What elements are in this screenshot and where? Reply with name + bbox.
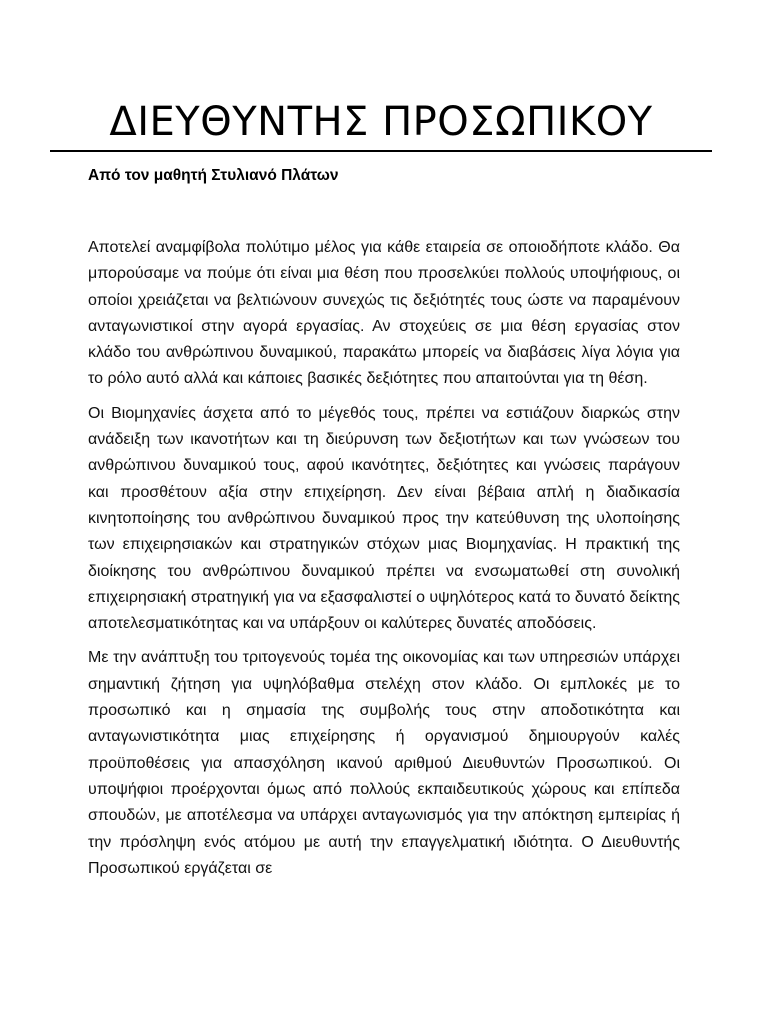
paragraph: Οι Βιομηχανίες άσχετα από το μέγεθός τους, πρέπει να εστιάζουν διαρκώς στην ανάδειξη των ικανοτήτων και τη διεύρυνση των δεξιοτήτων και των γνώσεων του ανθρώπινου δυναμικού τους, αφού ικανότητες, δεξιότητες και γνώσεις παράγουν και προσθέτουν αξία στην επιχείρηση. Δεν είναι βέβαια απλή η διαδικασία κινητοποίησης του ανθρώπινου δυναμικού προς την κατεύθυνση της υλοποίησης των επιχειρησιακών και στρατηγικών στόχων μιας Βιομηχανίας. Η πρακτική της διοίκησης του ανθρώπινου δυναμικού πρέπει να ενσωματωθεί στη συνολική επιχειρησιακή στρατηγική για να εξασφαλιστεί ο υψηλότερος κατά το δυνατό δείκτης αποτελεσματικότητας και να υπάρξουν οι καλύτερες δυνατές αποδόσεις. bbox=[88, 404, 680, 633]
author-byline: Από τον μαθητή Στυλιανό Πλάτων bbox=[88, 167, 339, 184]
document-title: ΔΙΕΥΘΥΝΤΗΣ ΠΡΟΣΩΠΙΚΟΥ bbox=[109, 99, 653, 145]
paragraph: Αποτελεί αναμφίβολα πολύτιμο μέλος για κάθε εταιρεία σε οποιοδήποτε κλάδο. Θα μπορούσαμε να πούμε ότι είναι μια θέση που προσελκύει πολλούς υποψήφιους, οι οποίοι χρειάζεται να βελτιώνουν συνεχώς τις δεξιότητές τους ώστε να παραμένουν ανταγωνιστικοί στην αγορά εργασίας. Αν στοχεύεις σε μια θέση εργασίας στον κλάδο του ανθρώπινου δυναμικού, παρακάτω μπορείς να διαβάσεις λίγα λόγια για το ρόλο αυτό αλλά και κάποιες βασικές δεξιότητες που απαιτούνται για τη θέση. bbox=[88, 239, 680, 388]
title-underline bbox=[50, 150, 712, 152]
document-body bbox=[88, 235, 680, 890]
paragraph: Με την ανάπτυξη του τριτογενούς τομέα της οικονομίας και των υπηρεσιών υπάρχει σημαντική ζήτηση για υψηλόβαθμα στελέχη στον κλάδο. Οι εμπλοκές με το προσωπικό και η σημασία της συμβολής τους στην αποδοτικότητα και ανταγωνιστικότητα μιας επιχείρησης ή οργανισμού δημιουργούν καλές προϋποθέσεις για απασχόληση ικανού αριθμού Διευθυντών Προσωπικού. Οι υποψήφιοι προέρχονται όμως από πολλούς εκπαιδευτικούς χώρους και επίπεδα σπουδών, με αποτέλεσμα να υπάρχει ανταγωνισμός για την απόκτηση εμπειρίας ή την πρόσληψη ενός ατόμου με αυτή την επαγγελματική ιδιότητα. Ο Διευθυντής Προσωπικού εργάζεται σε bbox=[88, 649, 680, 877]
